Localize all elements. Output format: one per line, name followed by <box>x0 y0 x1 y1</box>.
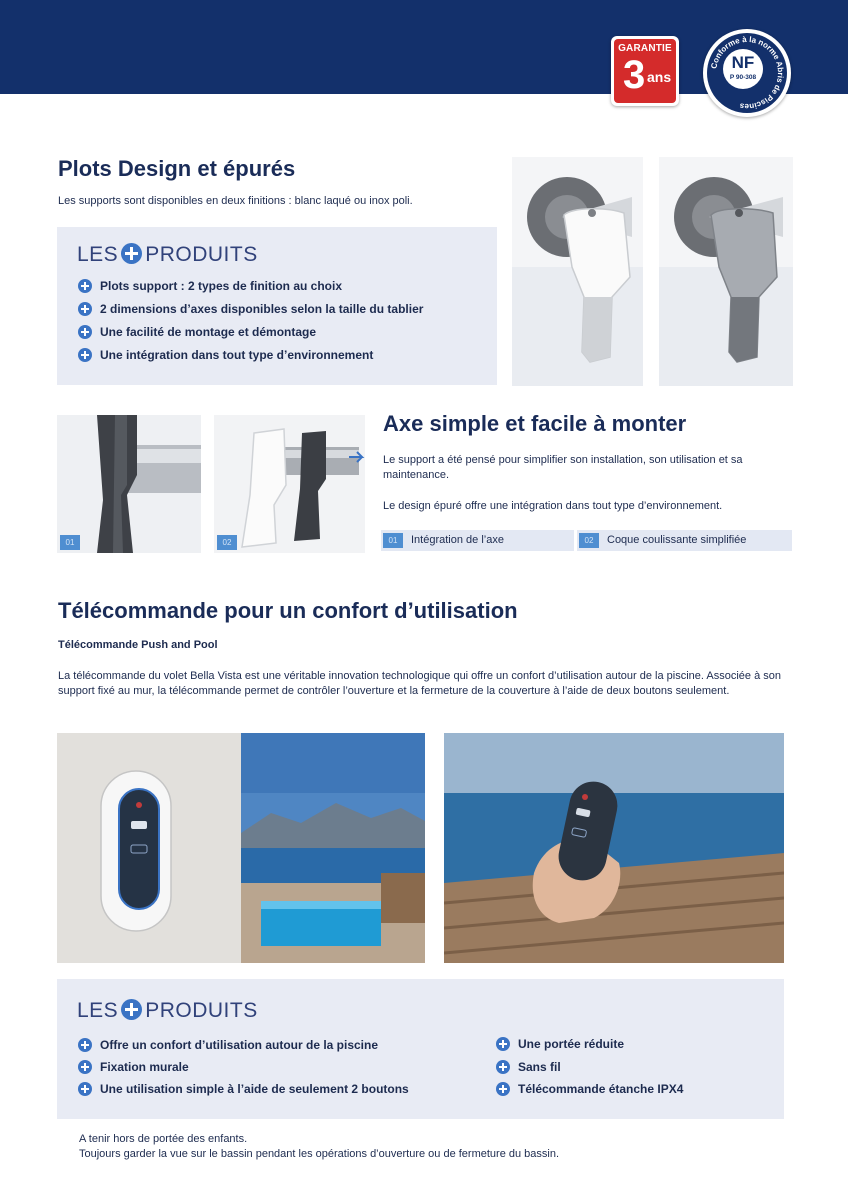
list-item: Plots support : 2 types de finition au choix <box>78 279 342 294</box>
axis-paragraph-1: Le support a été pensé pour simplifier son installation, son utilisation et sa maintenance. <box>383 454 743 481</box>
guarantee-number: 3 <box>623 53 646 97</box>
list-item: Une facilité de montage et démontage <box>78 325 316 340</box>
photo-sliding-shell <box>214 415 365 553</box>
safety-line-1: A tenir hors de portée des enfants. <box>79 1133 248 1145</box>
list-item: Une intégration dans tout type d’environnement <box>78 348 373 363</box>
plus-icon <box>78 325 92 339</box>
section-title-plots: Plots Design et épurés <box>58 156 296 181</box>
plus-icon <box>496 1082 510 1096</box>
section-subtitle-plots: Les supports sont disponibles en deux finitions : blanc laqué ou inox poli. <box>58 195 413 207</box>
list-item: Offre un confort d’utilisation autour de la piscine <box>78 1038 378 1053</box>
section-title-axis: Axe simple et facile à monter <box>383 411 687 436</box>
plus-icon <box>78 1060 92 1074</box>
list-item: Sans fil <box>496 1060 561 1075</box>
panel-heading: LES PRODUITS <box>77 243 258 266</box>
photo-wall-remote <box>57 733 241 963</box>
plus-icon <box>78 1082 92 1096</box>
safety-line-2: Toujours garder la vue sur le bassin pendant les opérations d’ouverture ou de fermeture du bassin. <box>79 1148 560 1160</box>
section-title-remote: Télécommande pour un confort d’utilisation <box>58 598 518 623</box>
list-item: Une utilisation simple à l’aide de seulement 2 boutons <box>78 1082 409 1097</box>
plus-icon <box>78 348 92 362</box>
nf-certification-badge <box>703 29 791 117</box>
photo-hand-remote <box>444 733 784 963</box>
photo-pool-view <box>241 733 425 963</box>
photo-inox-support <box>659 157 793 386</box>
section-subtitle-remote: Télécommande Push and Pool <box>58 639 218 651</box>
remote-paragraph: La télécommande du volet Bella Vista est une véritable innovation technologique qui offre un confort d’utilisation autour de la piscine. Associée à son support fixé au mur, la télécommande permet de contrôler l’ouverture et la fermeture de la couverture à l’aide de deux boutons seulement. <box>58 670 782 697</box>
nf-reference: P 90-308 <box>729 74 757 81</box>
plus-icon <box>121 243 142 264</box>
nf-ring-text: Conforme à la norme Abris de Piscines <box>709 34 786 112</box>
plus-icon <box>78 1038 92 1052</box>
guarantee-badge <box>611 36 679 106</box>
photo-tag: 01 <box>60 535 80 550</box>
safety-notice <box>79 1132 559 1162</box>
panel-heading: LES PRODUITS <box>77 999 258 1022</box>
plus-icon <box>121 999 142 1020</box>
plus-icon <box>496 1060 510 1074</box>
caption-sliding-shell: 02 Coque coulissante simplifiée <box>577 530 792 551</box>
guarantee-label: GARANTIE <box>618 43 672 54</box>
plus-icon <box>78 279 92 293</box>
photo-tag: 02 <box>217 535 237 550</box>
list-item: Fixation murale <box>78 1060 189 1075</box>
guarantee-unit: ans <box>647 69 672 85</box>
axis-paragraph-2: Le design épuré offre une intégration dans tout type d’environnement. <box>383 500 723 512</box>
list-item: Une portée réduite <box>496 1037 624 1052</box>
nf-mark: NF <box>731 53 755 72</box>
list-item: Télécommande étanche IPX4 <box>496 1082 683 1097</box>
products-panel-plots <box>57 227 497 385</box>
photo-white-support <box>512 157 643 386</box>
products-panel-remote <box>57 979 784 1119</box>
caption-axis-integration: 01 Intégration de l’axe <box>381 530 574 551</box>
plus-icon <box>78 302 92 316</box>
plus-icon <box>496 1037 510 1051</box>
list-item: 2 dimensions d’axes disponibles selon la taille du tablier <box>78 302 423 317</box>
photo-axis-integration <box>57 415 201 553</box>
